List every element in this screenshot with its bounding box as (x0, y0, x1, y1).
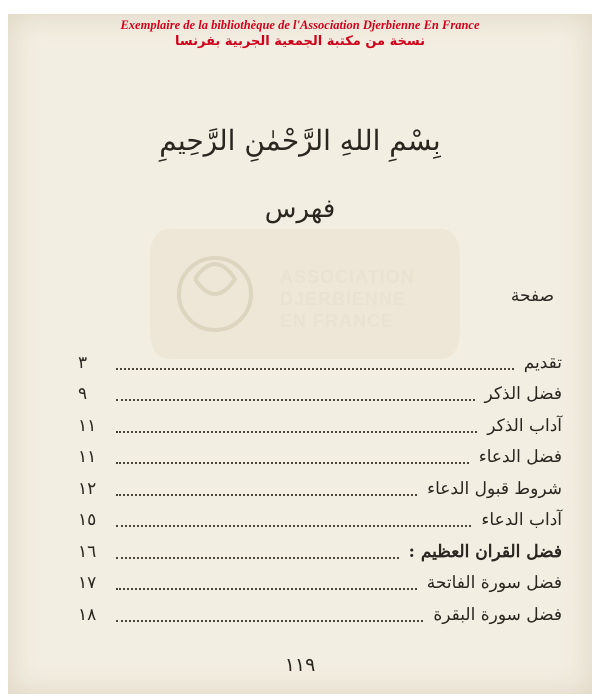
toc-entry-title: فضل القران العظيم : (408, 541, 562, 562)
page-column-header: صفحة (510, 286, 554, 306)
toc-entry-page: ١٧ (78, 573, 97, 594)
toc-entry (78, 410, 562, 442)
toc-entry-page: ١١ (78, 415, 97, 436)
basmala-heading: بِسْمِ اللهِ الرَّحْمٰنِ الرَّحِيمِ (159, 124, 441, 157)
table-of-contents (78, 347, 562, 631)
dot-leader (116, 557, 399, 559)
toc-entry (78, 473, 562, 505)
toc-entry-title: فضل سورة البقرة (433, 604, 562, 625)
dot-leader (116, 588, 417, 590)
toc-entry-page: ١٥ (78, 510, 97, 531)
toc-entry-page: ٩ (78, 384, 88, 405)
toc-entry (78, 442, 562, 474)
toc-entry (78, 599, 562, 631)
library-stamp-french: Exemplaire de la bibliothèque de l'Association Djerbienne En France (120, 18, 480, 32)
dot-leader (116, 368, 514, 370)
toc-entry-title: آداب الذكر (487, 415, 562, 436)
toc-entry (78, 568, 562, 600)
library-stamp-arabic: نسخة من مكتبة الجمعية الجربية بفرنسا (175, 34, 425, 49)
dot-leader (116, 525, 471, 527)
toc-entry-title: شروط قبول الدعاء (427, 478, 562, 499)
watermark-line-3: EN FRANCE (280, 311, 395, 331)
toc-entry-title: آداب الدعاء (481, 510, 562, 531)
toc-entry-page: ١٦ (78, 541, 97, 562)
toc-entry (78, 347, 562, 379)
toc-entry (78, 379, 562, 411)
page-number: ١١٩ (284, 654, 316, 676)
toc-entry-page: ٣ (78, 352, 88, 373)
dot-leader (116, 494, 417, 496)
watermark-line-1: ASSOCIATION (280, 267, 415, 287)
toc-entry-page: ١٢ (78, 478, 97, 499)
toc-entry-title: فضل سورة الفاتحة (426, 573, 562, 594)
document-page (8, 14, 592, 694)
toc-entry-page: ١٨ (78, 604, 97, 625)
toc-entry (78, 505, 562, 537)
toc-entry-page: ١١ (78, 447, 97, 468)
toc-entry (78, 536, 562, 568)
watermark-line-2: DJERBIENNE (280, 289, 407, 309)
dot-leader (116, 431, 477, 433)
dot-leader (116, 399, 475, 401)
toc-entry-title: تقديم (523, 352, 562, 373)
toc-title: فهرس (264, 194, 336, 224)
toc-entry-title: فضل الدعاء (478, 447, 562, 468)
dot-leader (116, 620, 423, 622)
dot-leader (116, 462, 469, 464)
toc-entry-title: فضل الذكر (484, 384, 562, 405)
